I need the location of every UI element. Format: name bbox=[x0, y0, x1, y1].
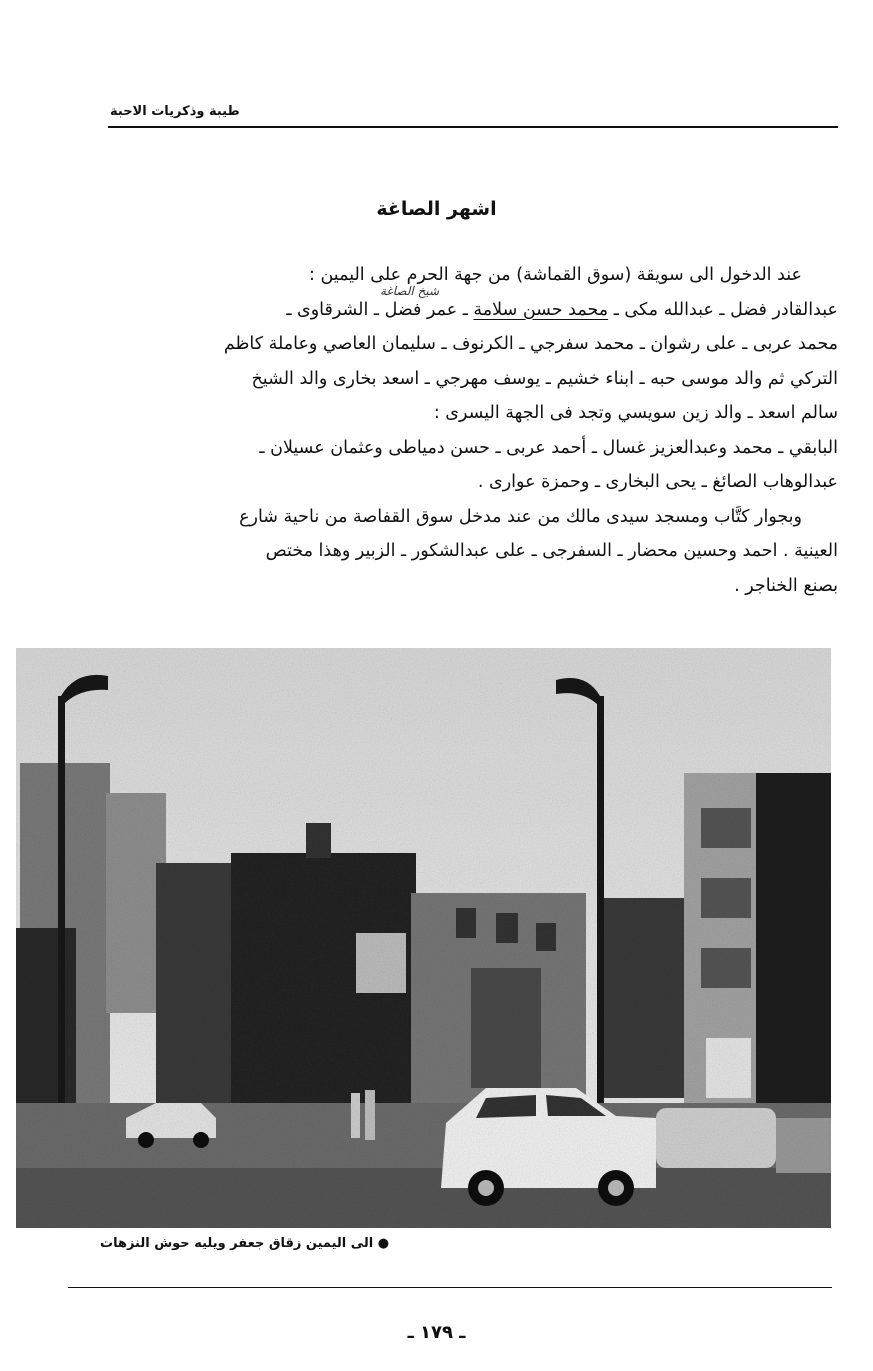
text-line: عند الدخول الى سويقة (سوق القماشة) من جهة الحرم على اليمين : bbox=[309, 265, 802, 285]
text-segment: ـ عمر فضل ـ الشرقاوى ـ bbox=[286, 299, 474, 320]
paragraph-market bbox=[92, 500, 838, 604]
section-title: اشهر الصاغة bbox=[376, 198, 497, 220]
text-line: العينية . احمد وحسين محضار ـ السفرجى ـ على عبدالشكور ـ الزبير وهذا مختص bbox=[265, 541, 838, 561]
handwritten-note: شيخ الصاغة bbox=[380, 284, 439, 298]
text-line bbox=[92, 293, 838, 328]
text-line: بصنع الخناجر . bbox=[734, 575, 838, 596]
text-line: عبدالوهاب الصائغ ـ يحى البخارى ـ وحمزة عوارى . bbox=[477, 472, 838, 492]
photo-caption: ● الى اليمين زقاق جعفر ويليه حوش النزهات bbox=[100, 1236, 390, 1251]
paragraph-goldsmiths bbox=[92, 293, 838, 500]
running-header: طيبة وذكريات الاحبة bbox=[110, 104, 240, 119]
paragraph-intro bbox=[92, 258, 838, 293]
body-text bbox=[92, 258, 838, 603]
page-number: ـ ١٧٩ ـ bbox=[407, 1322, 466, 1343]
header-divider bbox=[108, 126, 838, 128]
footer-divider bbox=[68, 1287, 832, 1288]
street-scene-image bbox=[16, 648, 831, 1228]
text-line: محمد عربى ـ على رشوان ـ محمد سفرجي ـ الكرنوف ـ سليمان العاصي وعاملة كاظم bbox=[223, 334, 838, 354]
street-photograph bbox=[16, 648, 831, 1228]
text-line: البابقي ـ محمد وعبدالعزيز غسال ـ أحمد عربى ـ حسن دمياطى وعثمان عسيلان ـ bbox=[259, 437, 838, 458]
text-line: سالم اسعد ـ والد زين سويسي وتجد فى الجهة اليسرى : bbox=[433, 403, 838, 423]
text-segment: عبدالقادر فضل ـ عبدالله مكى ـ bbox=[608, 299, 838, 320]
underlined-name: محمد حسن سلامة bbox=[473, 299, 609, 320]
text-line: التركي ثم والد موسى حبه ـ ابناء خشيم ـ يوسف مهرجي ـ اسعد بخارى والد الشيخ bbox=[251, 368, 838, 389]
text-line: وبجوار كتَّاب ومسجد سيدى مالك من عند مدخل سوق القفاصة من ناحية شارع bbox=[239, 506, 802, 527]
